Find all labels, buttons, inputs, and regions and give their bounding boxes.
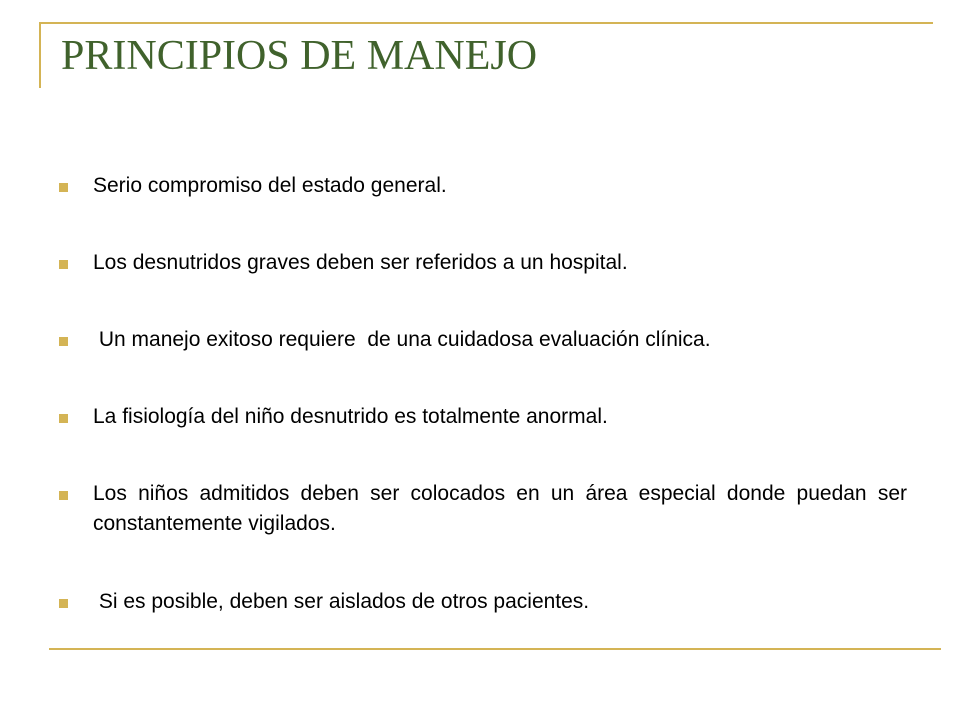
- top-rule: [40, 22, 933, 24]
- square-bullet-icon: [59, 337, 68, 346]
- bullet-text: La fisiología del niño desnutrido es totalmente anormal.: [93, 405, 608, 428]
- left-rule: [39, 22, 41, 88]
- bullet-text: Los niños admitidos deben ser colocados en un área especial donde puedan ser constantemente vigilados.: [93, 482, 913, 535]
- bottom-rule: [49, 648, 941, 650]
- bullet-text: Si es posible, deben ser aislados de otros pacientes.: [93, 590, 590, 613]
- square-bullet-icon: [59, 260, 68, 269]
- square-bullet-icon: [59, 183, 68, 192]
- bullet-text: Serio compromiso del estado general.: [93, 174, 447, 197]
- bullet-text: Los desnutridos graves deben ser referidos a un hospital.: [93, 251, 628, 274]
- square-bullet-icon: [59, 491, 68, 500]
- slide-title: PRINCIPIOS DE MANEJO: [61, 33, 538, 79]
- bullet-text: Un manejo exitoso requiere de una cuidadosa evaluación clínica.: [93, 328, 711, 351]
- square-bullet-icon: [59, 414, 68, 423]
- square-bullet-icon: [59, 599, 68, 608]
